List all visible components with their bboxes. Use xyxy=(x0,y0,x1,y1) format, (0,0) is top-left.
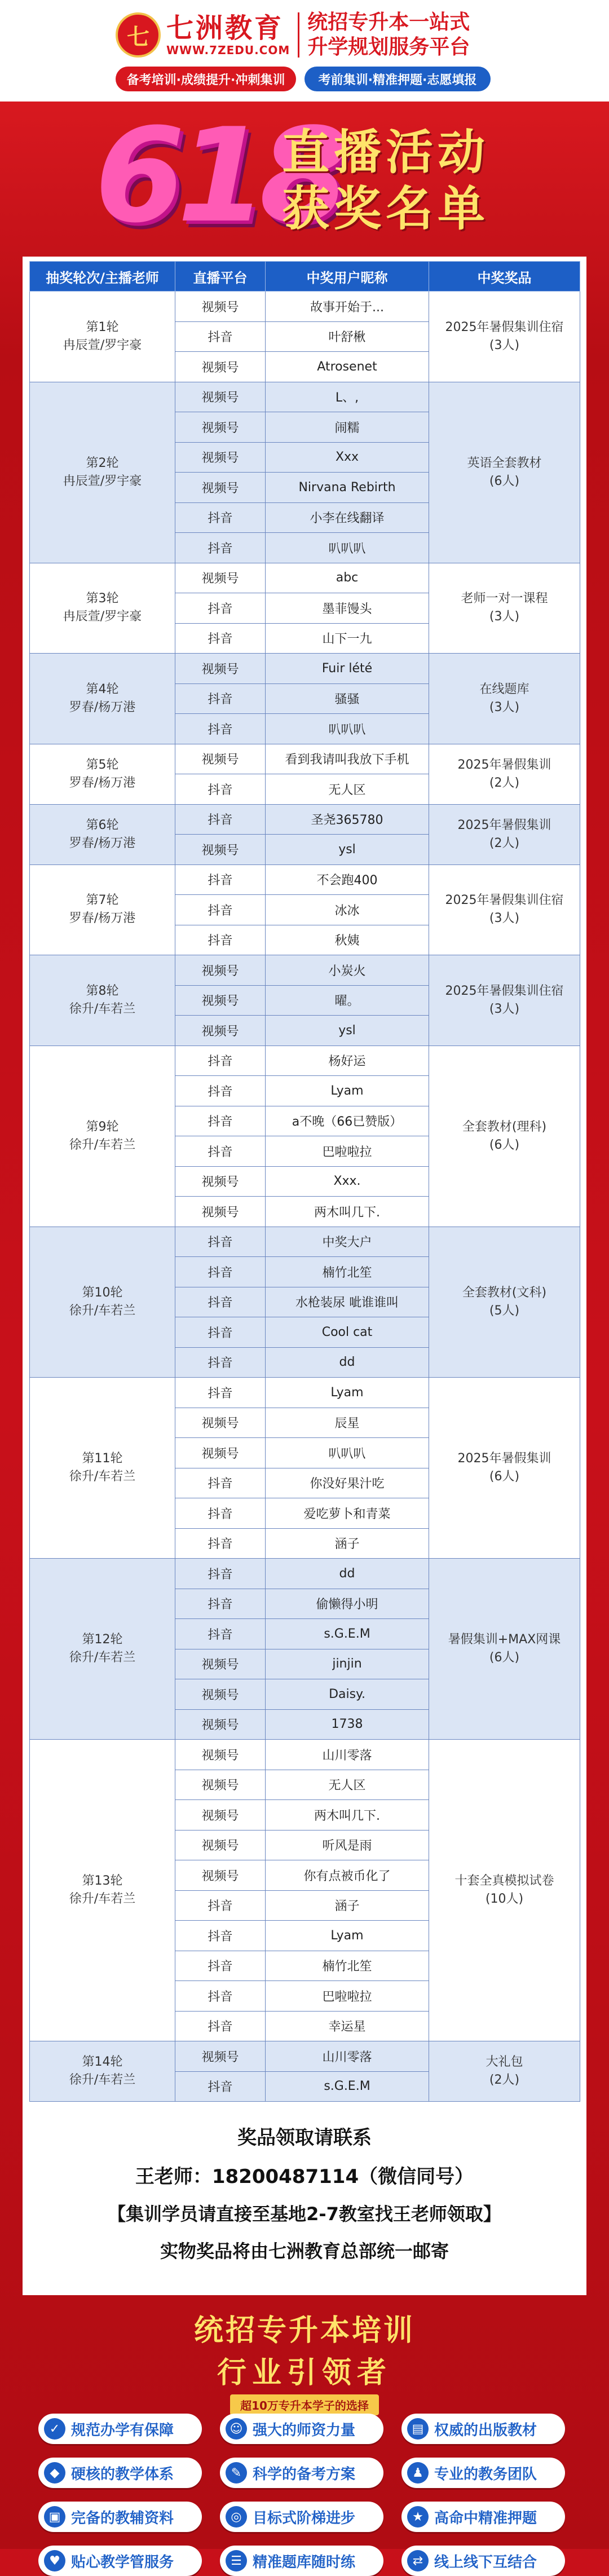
nickname-cell: 楠竹北笙 xyxy=(266,1257,429,1287)
prize-cell xyxy=(429,1378,580,1559)
table-row xyxy=(30,1227,580,1257)
round-cell xyxy=(30,1378,175,1559)
nickname-cell: Xxx. xyxy=(266,1166,429,1197)
platform-cell: 视频号 xyxy=(175,1800,266,1830)
round-cell xyxy=(30,654,175,744)
prize-count: (10人) xyxy=(485,1892,524,1906)
platform-cell: 视频号 xyxy=(175,412,266,443)
platform-cell: 抖音 xyxy=(175,1468,266,1498)
prize-count: (2人) xyxy=(489,2073,520,2087)
nickname-cell: 小炭火 xyxy=(266,955,429,986)
prize-count: (2人) xyxy=(489,775,520,790)
feature-badge xyxy=(401,2502,565,2532)
nickname-cell: 叶舒楸 xyxy=(266,321,429,352)
platform-cell: 抖音 xyxy=(175,1317,266,1348)
table-row xyxy=(30,563,580,593)
platform-cell: 视频号 xyxy=(175,1408,266,1438)
platform-cell: 抖音 xyxy=(175,1378,266,1408)
host-label: 徐升/车若兰 xyxy=(69,1651,136,1665)
nickname-cell: 巴啦啦拉 xyxy=(266,1981,429,2012)
host-label: 徐升/车若兰 xyxy=(69,1002,136,1016)
nickname-cell: dd xyxy=(266,1559,429,1589)
platform-cell: 抖音 xyxy=(175,774,266,805)
contact-panel xyxy=(23,2106,586,2295)
platform-cell: 抖音 xyxy=(175,1528,266,1559)
feature-badge xyxy=(38,2414,202,2444)
winners-table xyxy=(29,261,580,2102)
platform-cell: 抖音 xyxy=(175,1951,266,1981)
nickname-cell: abc xyxy=(266,563,429,593)
nickname-cell: 中奖大户 xyxy=(266,1227,429,1257)
prize-count: (6人) xyxy=(489,1651,520,1665)
round-label: 第5轮 xyxy=(86,757,119,772)
host-label: 徐升/车若兰 xyxy=(69,1892,136,1906)
platform-cell: 抖音 xyxy=(175,1921,266,1951)
contact-teacher: 王老师：18200487114（微信同号） xyxy=(135,2165,474,2188)
platform-cell: 抖音 xyxy=(175,1498,266,1529)
nickname-cell: a不晚（66已赞版） xyxy=(266,1106,429,1136)
nickname-cell: 你有点被币化了 xyxy=(266,1860,429,1891)
prize-cell xyxy=(429,804,580,864)
prize-cell xyxy=(429,292,580,382)
host-label: 徐升/车若兰 xyxy=(69,2073,136,2087)
round-label: 第4轮 xyxy=(86,682,119,696)
prize-cell xyxy=(429,864,580,955)
platform-cell: 视频号 xyxy=(175,1016,266,1046)
round-label: 第2轮 xyxy=(86,456,119,470)
round-label: 第13轮 xyxy=(82,1874,123,1888)
round-cell xyxy=(30,864,175,955)
platform-cell: 抖音 xyxy=(175,2071,266,2102)
round-cell xyxy=(30,804,175,864)
table-row xyxy=(30,2041,580,2072)
link-icon: ⇄ xyxy=(407,2550,429,2571)
platform-cell: 视频号 xyxy=(175,1709,266,1740)
feature-badge xyxy=(38,2458,202,2488)
nickname-cell: 看到我请叫我放下手机 xyxy=(266,744,429,774)
platform-cell: 抖音 xyxy=(175,593,266,624)
header-band xyxy=(0,0,609,102)
nickname-cell: 叭叭叭 xyxy=(266,714,429,744)
host-label: 冉辰萱/罗宇豪 xyxy=(63,338,142,352)
round-label: 第12轮 xyxy=(82,1633,123,1647)
prize-count: (3人) xyxy=(489,1002,520,1016)
round-cell xyxy=(30,382,175,563)
hero-banner xyxy=(0,102,609,271)
round-cell xyxy=(30,2041,175,2102)
nickname-cell: 涵子 xyxy=(266,1528,429,1559)
prize-label: 2025年暑假集训住宿 xyxy=(445,893,564,908)
feature-badge xyxy=(38,2502,202,2532)
nickname-cell: 无人区 xyxy=(266,1770,429,1800)
platform-cell: 视频号 xyxy=(175,382,266,412)
platform-cell: 抖音 xyxy=(175,1559,266,1589)
nickname-cell: ysl xyxy=(266,1016,429,1046)
logo-emblem-icon: 七 xyxy=(116,12,161,58)
platform-cell: 抖音 xyxy=(175,502,266,533)
nickname-cell: s.G.E.M xyxy=(266,1619,429,1649)
round-cell xyxy=(30,1740,175,2041)
nickname-cell: 1738 xyxy=(266,1709,429,1740)
platform-cell: 抖音 xyxy=(175,623,266,654)
nickname-cell: 你没好果汁吃 xyxy=(266,1468,429,1498)
round-label: 第10轮 xyxy=(82,1285,123,1300)
platform-cell: 抖音 xyxy=(175,1106,266,1136)
platform-cell: 抖音 xyxy=(175,714,266,744)
contact-note: 【集训学员请直接至基地2-7教室找王老师领取】 xyxy=(108,2203,501,2225)
prize-count: (3人) xyxy=(489,911,520,926)
nickname-cell: 无人区 xyxy=(266,774,429,805)
nickname-cell: Daisy. xyxy=(266,1679,429,1710)
nickname-cell: 水枪装尿 呲谁谁叫 xyxy=(266,1287,429,1317)
round-label: 第6轮 xyxy=(86,818,119,832)
contact-mail: 实物奖品将由七洲教育总部统一邮寄 xyxy=(160,2240,449,2262)
round-label: 第11轮 xyxy=(82,1452,123,1466)
feature-label: 线上线下互结合 xyxy=(434,2553,537,2571)
slogan-block xyxy=(307,10,470,60)
prize-label: 老师一对一课程 xyxy=(461,592,548,606)
header-platform: 直播平台 xyxy=(175,262,266,292)
feature-badge xyxy=(220,2458,383,2488)
platform-cell: 视频号 xyxy=(175,1679,266,1710)
prize-label: 十套全真模拟试卷 xyxy=(454,1874,554,1888)
nickname-cell: L、, xyxy=(266,382,429,412)
platform-cell: 视频号 xyxy=(175,2041,266,2072)
host-label: 罗春/杨万港 xyxy=(69,911,136,926)
nickname-cell: 偷懒得小明 xyxy=(266,1589,429,1619)
host-label: 徐升/车若兰 xyxy=(69,1470,136,1484)
round-cell xyxy=(30,563,175,654)
table-row xyxy=(30,1740,580,1770)
prize-count: (3人) xyxy=(489,610,520,624)
nickname-cell: 杨好运 xyxy=(266,1046,429,1076)
platform-cell: 视频号 xyxy=(175,292,266,322)
round-label: 第8轮 xyxy=(86,983,119,998)
prize-cell xyxy=(429,1740,580,2041)
round-label: 第14轮 xyxy=(82,2055,123,2069)
nickname-cell: 幸运星 xyxy=(266,2011,429,2041)
table-header-row xyxy=(30,262,580,292)
round-label: 第3轮 xyxy=(86,592,119,606)
platform-cell: 抖音 xyxy=(175,683,266,714)
platform-cell: 视频号 xyxy=(175,1166,266,1197)
header-nickname: 中奖用户昵称 xyxy=(266,262,429,292)
round-cell xyxy=(30,955,175,1046)
prize-count: (6人) xyxy=(489,474,520,488)
platform-cell: 视频号 xyxy=(175,1438,266,1468)
nickname-cell: Fuir lété xyxy=(266,654,429,684)
platform-cell: 视频号 xyxy=(175,985,266,1016)
feature-label: 规范办学有保障 xyxy=(71,2421,174,2439)
table-row xyxy=(30,1378,580,1408)
nickname-cell: 不会跑400 xyxy=(266,864,429,895)
table-row xyxy=(30,864,580,895)
feature-label: 强大的师资力量 xyxy=(253,2421,356,2439)
table-row xyxy=(30,744,580,774)
feature-badge xyxy=(220,2546,383,2576)
prize-label: 英语全套教材 xyxy=(467,456,542,470)
hero-title-1: 直播活动 xyxy=(282,125,490,180)
nickname-cell: Lyam xyxy=(266,1076,429,1106)
nickname-cell: 山川零落 xyxy=(266,1740,429,1770)
platform-cell: 抖音 xyxy=(175,1619,266,1649)
prize-label: 大礼包 xyxy=(486,2055,523,2069)
nickname-cell: 叭叭叭 xyxy=(266,1438,429,1468)
prize-count: (5人) xyxy=(489,1303,520,1318)
platform-cell: 视频号 xyxy=(175,1860,266,1891)
platform-cell: 抖音 xyxy=(175,1136,266,1167)
platform-cell: 视频号 xyxy=(175,352,266,382)
slogan-line-1: 统招专升本一站式 xyxy=(307,11,470,34)
prize-label: 2025年暑假集训 xyxy=(457,818,551,832)
platform-cell: 抖音 xyxy=(175,804,266,835)
nickname-cell: Xxx xyxy=(266,442,429,473)
nickname-cell: Lyam xyxy=(266,1921,429,1951)
nickname-cell: 爱吃萝卜和青菜 xyxy=(266,1498,429,1529)
prize-count: (3人) xyxy=(489,338,520,352)
prize-cell xyxy=(429,1046,580,1227)
slogan-line-2: 升学规划服务平台 xyxy=(307,36,470,59)
feature-grid xyxy=(38,2414,580,2576)
nickname-cell: 两木叫几下. xyxy=(266,1197,429,1227)
prize-label: 2025年暑假集训住宿 xyxy=(445,983,564,998)
system-icon: ◆ xyxy=(44,2462,65,2484)
feature-label: 精准题库随时练 xyxy=(253,2553,356,2571)
brand-url: WWW.7ZEDU.COM xyxy=(166,43,290,57)
host-label: 徐升/车若兰 xyxy=(69,1303,136,1318)
platform-cell: 抖音 xyxy=(175,1890,266,1921)
platform-cell: 视频号 xyxy=(175,473,266,503)
prize-label: 2025年暑假集训 xyxy=(457,757,551,772)
host-label: 徐升/车若兰 xyxy=(69,1137,136,1152)
host-label: 冉辰萱/罗宇豪 xyxy=(63,610,142,624)
platform-cell: 视频号 xyxy=(175,835,266,865)
platform-cell: 抖音 xyxy=(175,1227,266,1257)
feature-badge xyxy=(220,2502,383,2532)
nickname-cell: 山川零落 xyxy=(266,2041,429,2072)
nickname-cell: 骚骚 xyxy=(266,683,429,714)
plan-icon: ✎ xyxy=(226,2462,247,2484)
tagline-pill-2: 考前集训·精准押题·志愿填报 xyxy=(304,67,491,91)
round-cell xyxy=(30,1559,175,1740)
prize-cell xyxy=(429,1559,580,1740)
round-cell xyxy=(30,744,175,804)
feature-badge xyxy=(401,2546,565,2576)
platform-cell: 视频号 xyxy=(175,1740,266,1770)
nickname-cell: dd xyxy=(266,1347,429,1378)
platform-cell: 视频号 xyxy=(175,955,266,986)
prize-cell xyxy=(429,1227,580,1378)
nickname-cell: Cool cat xyxy=(266,1317,429,1348)
round-label: 第1轮 xyxy=(86,320,119,334)
feature-label: 权威的出版教材 xyxy=(434,2421,537,2439)
nickname-cell: 辰星 xyxy=(266,1408,429,1438)
brand-divider xyxy=(298,12,299,58)
target-icon: ◎ xyxy=(226,2506,247,2528)
feature-badge xyxy=(38,2546,202,2576)
table-row xyxy=(30,1046,580,1076)
feature-label: 专业的教务团队 xyxy=(434,2465,537,2483)
nickname-cell: Lyam xyxy=(266,1378,429,1408)
platform-cell: 抖音 xyxy=(175,1589,266,1619)
table-row xyxy=(30,382,580,412)
prize-label: 全套教材(文科) xyxy=(462,1285,547,1300)
nickname-cell: 墨菲馒头 xyxy=(266,593,429,624)
leader-title-2: 行业引领者 xyxy=(217,2356,392,2390)
nickname-cell: Nirvana Rebirth xyxy=(266,473,429,503)
bank-icon: ☰ xyxy=(226,2550,247,2571)
prize-count: (6人) xyxy=(489,1137,520,1152)
prize-cell xyxy=(429,563,580,654)
platform-cell: 视频号 xyxy=(175,1830,266,1860)
round-cell xyxy=(30,1046,175,1227)
platform-cell: 视频号 xyxy=(175,1197,266,1227)
prize-cell xyxy=(429,654,580,744)
nickname-cell: 圣尧365780 xyxy=(266,804,429,835)
nickname-cell: 两木叫几下. xyxy=(266,1800,429,1830)
nickname-cell: 叭叭叭 xyxy=(266,533,429,563)
feature-badge xyxy=(401,2414,565,2444)
platform-cell: 抖音 xyxy=(175,1257,266,1287)
nickname-cell: 秋姨 xyxy=(266,925,429,955)
nickname-cell: ysl xyxy=(266,835,429,865)
team-icon: ♟ xyxy=(407,2462,429,2484)
brand-name: 七洲教育 xyxy=(166,12,284,44)
nickname-cell: s.G.E.M xyxy=(266,2071,429,2102)
platform-cell: 抖音 xyxy=(175,533,266,563)
platform-cell: 视频号 xyxy=(175,442,266,473)
prize-label: 2025年暑假集训 xyxy=(457,1452,551,1466)
brand-block xyxy=(166,13,290,57)
platform-cell: 视频号 xyxy=(175,744,266,774)
prize-cell xyxy=(429,744,580,804)
platform-cell: 抖音 xyxy=(175,864,266,895)
nickname-cell: 小李在线翻译 xyxy=(266,502,429,533)
header-round: 抽奖轮次/主播老师 xyxy=(30,262,175,292)
hero-title-2: 获奖名单 xyxy=(282,181,490,236)
round-label: 第9轮 xyxy=(86,1119,119,1134)
host-label: 罗春/杨万港 xyxy=(69,700,136,714)
hit-icon: ★ xyxy=(407,2506,429,2528)
feature-label: 贴心教学管服务 xyxy=(71,2553,174,2571)
table-row xyxy=(30,1559,580,1589)
prize-label: 全套教材(理科) xyxy=(462,1119,547,1134)
prize-count: (6人) xyxy=(489,1470,520,1484)
prize-count: (2人) xyxy=(489,836,520,850)
leader-block xyxy=(0,2306,609,2415)
prize-cell xyxy=(429,955,580,1046)
prize-label: 2025年暑假集训住宿 xyxy=(445,320,564,334)
platform-cell: 抖音 xyxy=(175,1347,266,1378)
platform-cell: 抖音 xyxy=(175,1076,266,1106)
platform-cell: 抖音 xyxy=(175,925,266,955)
feature-label: 完备的教辅资料 xyxy=(71,2509,174,2527)
round-cell xyxy=(30,1227,175,1378)
nickname-cell: 曜。 xyxy=(266,985,429,1016)
platform-cell: 抖音 xyxy=(175,1287,266,1317)
teacher-icon: ☺ xyxy=(226,2418,247,2440)
host-label: 罗春/杨万港 xyxy=(69,775,136,790)
prize-label: 在线题库 xyxy=(479,682,529,696)
nickname-cell: 涵子 xyxy=(266,1890,429,1921)
platform-cell: 抖音 xyxy=(175,1046,266,1076)
nickname-cell: 巴啦啦拉 xyxy=(266,1136,429,1167)
feature-badge xyxy=(220,2414,383,2444)
leader-subtitle: 超10万专升本学子的选择 xyxy=(230,2394,379,2415)
host-label: 冉辰萱/罗宇豪 xyxy=(63,474,142,488)
prize-cell xyxy=(429,382,580,563)
feature-label: 科学的备考方案 xyxy=(253,2465,356,2483)
nickname-cell: 故事开始于... xyxy=(266,292,429,322)
header-prize: 中奖奖品 xyxy=(429,262,580,292)
feature-badge xyxy=(401,2458,565,2488)
nickname-cell: 山下一九 xyxy=(266,623,429,654)
platform-cell: 抖音 xyxy=(175,321,266,352)
table-row xyxy=(30,292,580,322)
book-icon: ▤ xyxy=(407,2418,429,2440)
table-row xyxy=(30,654,580,684)
round-cell xyxy=(30,292,175,382)
shield-icon: ✓ xyxy=(44,2418,65,2440)
host-label: 罗春/杨万港 xyxy=(69,836,136,850)
table-row xyxy=(30,955,580,986)
service-icon: ♥ xyxy=(44,2550,65,2571)
table-body xyxy=(30,292,580,2102)
nickname-cell: 闹糯 xyxy=(266,412,429,443)
tagline-pill-1: 备考培训·成绩提升·冲刺集训 xyxy=(116,67,296,91)
nickname-cell: 冰冰 xyxy=(266,895,429,925)
nickname-cell: Atrosenet xyxy=(266,352,429,382)
feature-label: 目标式阶梯进步 xyxy=(253,2509,356,2527)
platform-cell: 视频号 xyxy=(175,1649,266,1679)
table-row xyxy=(30,804,580,835)
nickname-cell: 听风是雨 xyxy=(266,1830,429,1860)
leader-title-1: 统招专升本培训 xyxy=(193,2314,415,2348)
material-icon: ▣ xyxy=(44,2506,65,2528)
platform-cell: 视频号 xyxy=(175,1770,266,1800)
nickname-cell: 楠竹北笙 xyxy=(266,1951,429,1981)
feature-label: 硬核的教学体系 xyxy=(71,2465,174,2483)
platform-cell: 抖音 xyxy=(175,1981,266,2012)
winners-card xyxy=(23,257,586,2106)
brand-logo xyxy=(116,10,470,60)
feature-label: 高命中精准押题 xyxy=(434,2509,537,2527)
contact-title: 奖品领取请联系 xyxy=(237,2127,372,2149)
platform-cell: 抖音 xyxy=(175,895,266,925)
platform-cell: 视频号 xyxy=(175,563,266,593)
platform-cell: 抖音 xyxy=(175,2011,266,2041)
prize-cell xyxy=(429,2041,580,2102)
platform-cell: 视频号 xyxy=(175,654,266,684)
round-label: 第7轮 xyxy=(86,893,119,908)
hero-618: 618 xyxy=(95,101,342,252)
nickname-cell: jinjin xyxy=(266,1649,429,1679)
prize-count: (3人) xyxy=(489,700,520,714)
prize-label: 暑假集训+MAX网课 xyxy=(448,1633,561,1647)
